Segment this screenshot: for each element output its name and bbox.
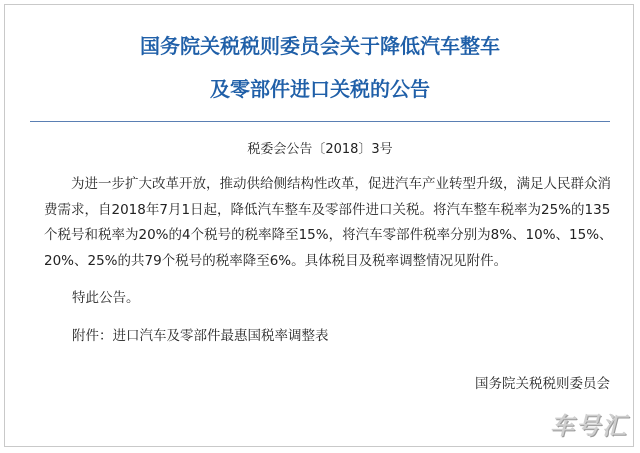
body-paragraph: 为进一步扩大改革开放，推动供给侧结构性改革，促进汽车产业转型升级，满足人民群众消费需求，自2018年7月1日起，降低汽车整车及零部件进口关税。将汽车整车税率为25%的135个税号和税率为20%的4个税号的税率降至15%，将汽车零部件税率分别为8%、10%、15%、20%、25%的共79个税号的税率降至6%。具体税目及税率调整情况见附件。 <box>44 176 613 269</box>
document-number: 税委会公告〔2018〕3号 <box>247 142 393 157</box>
closing-text: 特此公告。 <box>72 290 140 306</box>
watermark-logo: 车号汇 <box>550 412 628 440</box>
attachment-line: 附件：进口汽车及零部件最惠国税率调整表 <box>72 328 329 344</box>
signer: 国务院关税税则委员会 <box>475 376 610 392</box>
document-title-line-2: 及零部件进口关税的公告 <box>210 77 430 101</box>
title-divider <box>30 121 610 122</box>
document-title-line-1: 国务院关税税则委员会关于降低汽车整车 <box>140 34 500 58</box>
